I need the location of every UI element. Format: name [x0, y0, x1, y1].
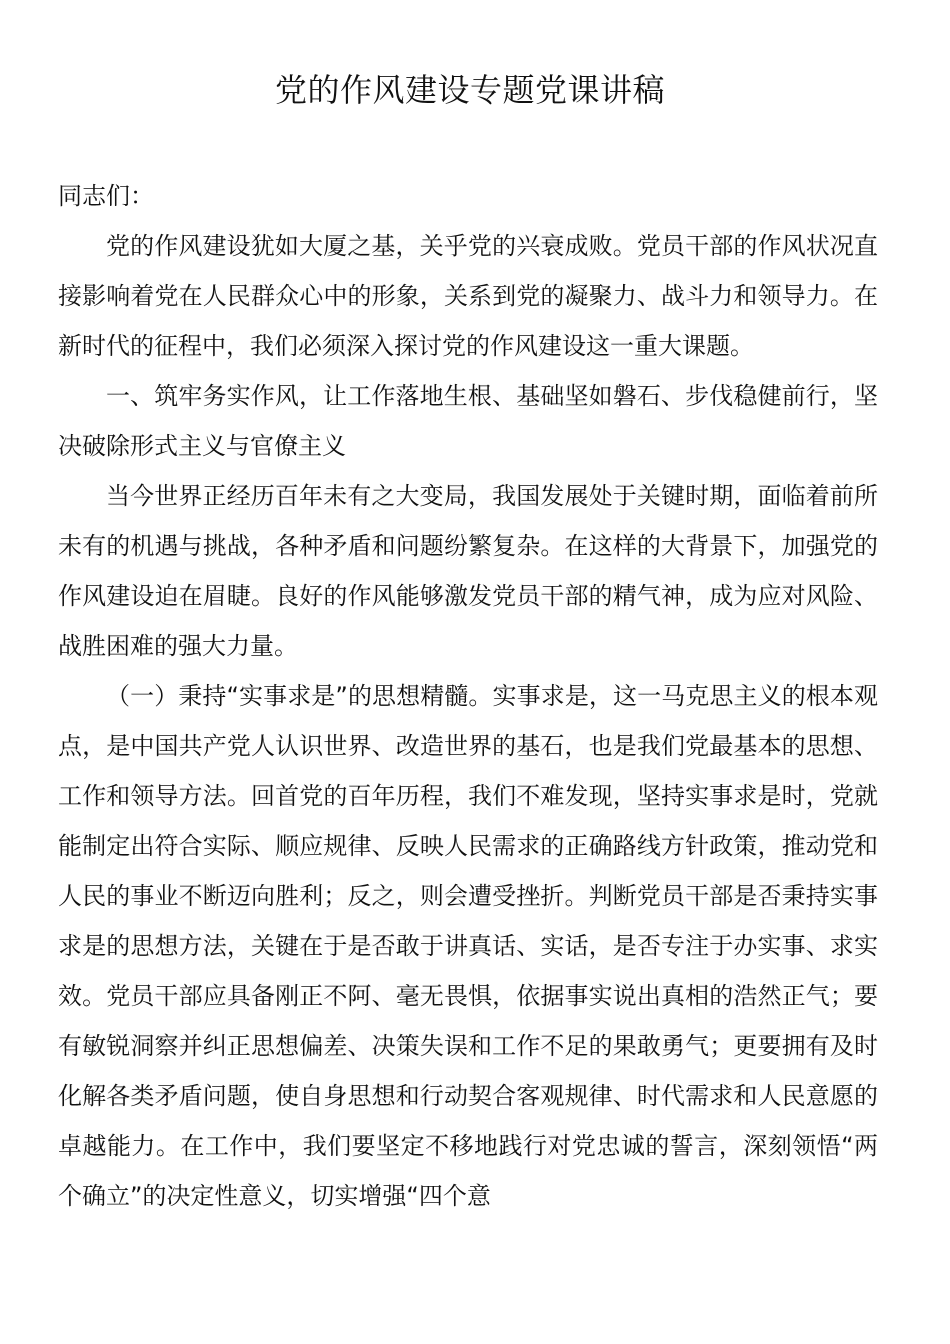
salutation: 同志们： [58, 182, 154, 210]
section-heading-1: 一、筑牢务实作风，让工作落地生根、基础坚如磐石、步伐稳健前行，坚决破除形式主义与官僚主义 [58, 382, 878, 460]
document-title: 党的作风建设专题党课讲稿 [274, 71, 665, 109]
paragraph-background: 当今世界正经历百年未有之大变局，我国发展处于关键时期，面临着前所未有的机遇与挑战，各种矛盾和问题纷繁复杂。在这样的大背景下，加强党的作风建设迫在眉睫。良好的作风能够激发党员干部的精气神，成为应对风险、战胜困难的强大力量。 [58, 482, 878, 660]
document-page [58, 64, 878, 1221]
paragraph-subsection-1: （一）秉持“实事求是”的思想精髓。实事求是，这一马克思主义的根本观点，是中国共产党人认识世界、改造世界的基石，也是我们党最基本的思想、工作和领导方法。回首党的百年历程，我们不难发现，坚持实事求是时，党就能制定出符合实际、顺应规律、反映人民需求的正确路线方针政策，推动党和人民的事业不断迈向胜利；反之，则会遭受挫折。判断党员干部是否秉持实事求是的思想方法，关键在于是否敢于讲真话、实话，是否专注于办实事、求实效。党员干部应具备刚正不阿、毫无畏惧，依据事实说出真相的浩然正气；要有敏锐洞察并纠正思想偏差、决策失误和工作不足的果敢勇气；更要拥有及时化解各类矛盾问题，使自身思想和行动契合客观规律、时代需求和人民意愿的卓越能力。在工作中，我们要坚定不移地践行对党忠诚的誓言，深刻领悟“两个确立”的决定性意义，切实增强“四个意 [58, 682, 878, 1210]
paragraph-intro: 党的作风建设犹如大厦之基，关乎党的兴衰成败。党员干部的作风状况直接影响着党在人民群众心中的形象，关系到党的凝聚力、战斗力和领导力。在新时代的征程中，我们必须深入探讨党的作风建设这一重大课题。 [58, 232, 878, 360]
